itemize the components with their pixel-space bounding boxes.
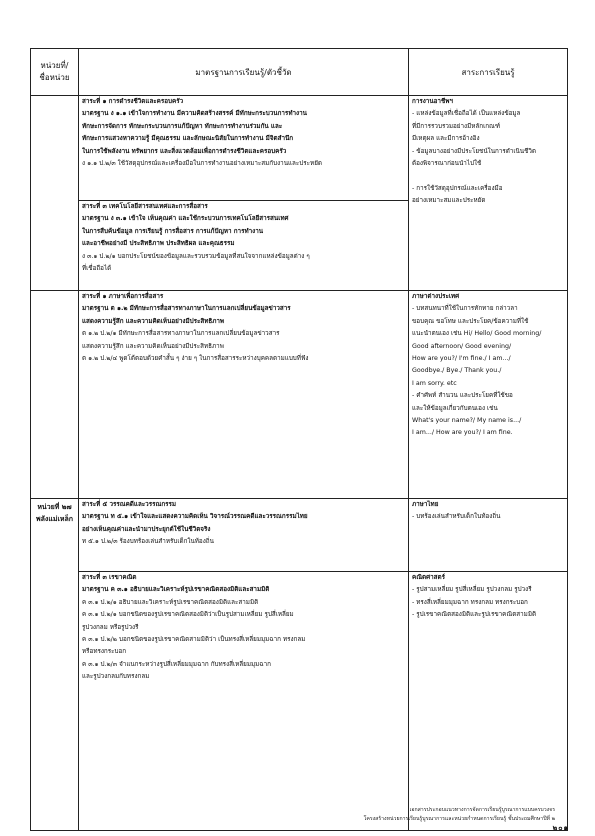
content-line: Goodbye./ Bye./ Thank you./: [412, 367, 502, 375]
content-line: ขอบคุณ ขอโทษ และประโยค/ข้อความที่ใช้: [412, 317, 529, 325]
standard-line: มาตรฐาน ต ๑.๒ มีทักษะการสื่อสารทางภาษาในการแลกเปลี่ยนข้อมูลข่าวสาร: [82, 305, 291, 313]
unit-label: พลังแม่เหล็ก: [36, 515, 73, 523]
content-line: - รูปสามเหลี่ยม รูปสี่เหลี่ยม รูปวงกลม รูปวงรี: [412, 586, 532, 594]
content-line: - ข้อมูลบางอย่างมีประโยชน์ในการดำเนินชีวิต: [412, 147, 537, 155]
standard-line: ต ๑.๒ ป.๒/๑ มีทักษะการสื่อสารทางภาษาในการแลกเปลี่ยนข้อมูลข่าวสาร: [82, 330, 280, 338]
standard-line: สาระที่ ๕ วรรณคดีและวรรณกรรม: [82, 501, 177, 508]
standard-block: [79, 499, 408, 572]
standard-line: ค ๓.๑ ป.๒/๒ บอกชนิดของรูปเรขาคณิตสามมิติว่า เป็นทรงสี่เหลี่ยมมุมฉาก ทรงกลม: [82, 636, 306, 644]
standard-line: ในการใช้พลังงาน ทรัพยากร และสิ่งแวดล้อมเพื่อการดำรงชีวิตและครอบครัว: [82, 147, 287, 155]
page-number: ๒๐๑: [552, 824, 569, 832]
standards-cell: [79, 499, 409, 831]
standard-line: มาตรฐาน ท ๕.๑ เข้าใจและแสดงความคิดเห็น วิจารณ์วรรณคดีและวรรณกรรมไทย: [82, 513, 308, 521]
content-line: อย่างเหมาะสมและประหยัด: [412, 197, 486, 205]
content-line: What's your name?/ My name is.../: [412, 417, 522, 425]
unit-cell: [31, 96, 79, 291]
footer-line2: โครงสร้างหน่วยการเรียนรู้บูรณาการและหน่วยกำหนดการเรียนรู้ ชั้นประถมศึกษาปีที่ ๒: [363, 816, 555, 822]
content-line: - แหล่งข้อมูลที่เชื่อถือได้ เป็นแหล่งข้อมูล: [412, 110, 521, 118]
content-line: - บทร้องเล่นสำหรับเด็กในท้องถิ่น: [412, 513, 501, 521]
standard-line: ง ๓.๑ ป.๒/๑ บอกประโยชน์ของข้อมูลและรวบรวมข้อมูลที่สนใจจากแหล่งข้อมูลต่าง ๆ: [82, 252, 310, 260]
footer-line1: เอกสารประกอบแนวทางการจัดการเรียนรู้บูรณาการแบบครบวงจร: [409, 807, 555, 813]
standard-line: และรูปวงกลมกับทรงกลม: [82, 673, 150, 681]
content-line: และให้ข้อมูลเกี่ยวกับตนเอง เช่น: [412, 404, 498, 412]
header-standards: มาตรฐานการเรียนรู้/ตัวชี้วัด: [79, 49, 409, 96]
unit-cell: [31, 499, 79, 831]
standard-line: สาระที่ ๓ เทคโนโลยีสารสนเทศและการสื่อสาร: [82, 203, 208, 210]
content-line: ภาษาไทย: [412, 501, 439, 508]
content-cell: [409, 291, 568, 499]
content-block: [409, 572, 567, 830]
standard-line: มาตรฐาน ง ๑.๑ เข้าใจการทำงาน มีความคิดสร้างสรรค์ มีทักษะกระบวนการทำงาน: [82, 110, 307, 118]
standard-line: มาตรฐาน ค ๓.๑ อธิบายและวิเคราะห์รูปเรขาคณิตสองมิติและสามมิติ: [82, 586, 270, 594]
standard-block: [79, 572, 408, 830]
standards-cell: [79, 96, 409, 291]
content-line: How are you?/ I'm fine./ I am.../: [412, 355, 511, 363]
table-row: [31, 291, 568, 499]
standard-line: สาระที่ ๓ เรขาคณิต: [82, 574, 137, 581]
content-line: [409, 170, 567, 182]
unit-label: หน่วยที่ ๒๗: [37, 503, 72, 511]
standard-line: อย่างเห็นคุณค่าและนำมาประยุกต์ใช้ในชีวิตจริง: [82, 525, 211, 533]
table-row: [31, 499, 568, 831]
standard-line: ที่เชื่อถือได้: [82, 265, 112, 273]
standard-line: ทักษะการจัดการ ทักษะกระบวนการแก้ปัญหา ทักษะการทำงานร่วมกัน และ: [82, 122, 283, 130]
standard-block: [79, 201, 408, 290]
header-content: สาระการเรียนรู้: [409, 49, 568, 96]
standard-line: มาตรฐาน ง ๓.๑ เข้าใจ เห็นคุณค่า และใช้กระบวนการเทคโนโลยีสารสนเทศ: [82, 215, 289, 223]
standard-line: ในการสืบค้นข้อมูล การเรียนรู้ การสื่อสาร การแก้ปัญหา การทำงาน: [82, 227, 264, 235]
standard-line: ท ๕.๑ ป.๒/๓ ร้องบทร้องเล่นสำหรับเด็กในท้องถิ่น: [82, 538, 214, 546]
content-line: ที่มีการรวบรวมอย่างมีหลักเกณฑ์: [412, 122, 501, 130]
page-footer: [364, 806, 555, 824]
content-line: - การใช้วัสดุอุปกรณ์และเครื่องมือ: [412, 184, 503, 192]
content-line: - คำศัพท์ สำนวน และประโยคที่ใช้ขอ: [412, 392, 513, 400]
content-line: มีเหตุผล และมีการอ้างอิง: [412, 135, 480, 143]
content-cell: [409, 96, 568, 291]
curriculum-table: [30, 48, 568, 831]
content-line: - รูปเรขาคณิตสองมิติและรูปเรขาคณิตสามมิติ: [412, 611, 537, 619]
standard-block: [79, 96, 408, 201]
standard-block: [79, 291, 408, 498]
standard-line: ค ๓.๑ ป.๒/๑ บอกชนิดของรูปเรขาคณิตสองมิติว่าเป็นรูปสามเหลี่ยม รูปสี่เหลี่ยม: [82, 611, 294, 619]
table-header-row: [31, 49, 568, 96]
header-unit-line2: ชื่อหน่วย: [39, 73, 70, 82]
content-line: - บทสนทนาที่ใช้ในการทักทาย กล่าวลา: [412, 305, 518, 313]
unit-cell: [31, 291, 79, 499]
content-line: I am sorry. etc: [412, 379, 457, 387]
content-block: [409, 499, 567, 572]
standard-line: ง ๑.๑ ป.๒/๓ ใช้วัสดุอุปกรณ์และเครื่องมือในการทำงานอย่างเหมาะสมกับงานและประหยัด: [82, 160, 322, 168]
standard-line: ค ๓.๑ ป.๒/๓ จำแนกระหว่างรูปสี่เหลี่ยมมุมฉาก กับทรงสี่เหลี่ยมมุมฉาก: [82, 660, 271, 668]
standard-line: แสดงความรู้สึก และความคิดเห็นอย่างมีประสิทธิภาพ: [82, 342, 224, 350]
header-unit: [31, 49, 79, 96]
curriculum-table-page: [30, 48, 567, 831]
header-unit-line1: หน่วยที่/: [40, 61, 69, 70]
content-line: ต้องพิจารณาก่อนนำไปใช้: [412, 160, 482, 168]
content-line: การงานอาชีพฯ: [412, 98, 453, 105]
table-body: [31, 96, 568, 831]
content-line: คณิตศาสตร์: [412, 574, 445, 581]
standard-line: ทักษะการแสวงหาความรู้ มีคุณธรรม และลักษณะนิสัยในการทำงาน มีจิตสำนึก: [82, 135, 294, 143]
standard-line: สาระที่ ๑ ภาษาเพื่อการสื่อสาร: [82, 293, 164, 300]
content-line: ภาษาต่างประเทศ: [412, 293, 460, 300]
content-line: I am.../ How are you?/ I am fine.: [412, 429, 513, 437]
standard-line: ต ๑.๒ ป.๒/๔ พูดโต้ตอบด้วยคำสั้น ๆ ง่าย ๆ ในการสื่อสารระหว่างบุคคลตามแบบที่ฟัง: [82, 355, 309, 363]
standard-line: และอาชีพอย่างมี ประสิทธิภาพ ประสิทธิผล และคุณธรรม: [82, 240, 235, 248]
standard-line: หรือทรงกระบอก: [82, 648, 127, 656]
standard-line: สาระที่ ๑ การดำรงชีวิตและครอบครัว: [82, 98, 184, 105]
standards-cell: [79, 291, 409, 499]
content-line: Good afternoon/ Good evening/: [412, 342, 512, 350]
table-row: [31, 96, 568, 291]
standard-line: รูปวงกลม หรือรูปวงรี: [82, 623, 139, 631]
standard-line: แสดงความรู้สึก และความคิดเห็นอย่างมีประสิทธิภาพ: [82, 317, 225, 325]
content-line: แนะนำตนเอง เช่น Hi/ Hello/ Good morning/: [412, 330, 542, 338]
content-cell: [409, 499, 568, 831]
standard-line: ค ๓.๑ ป.๒/๑ อธิบายและวิเคราะห์รูปเรขาคณิตสองมิติและสามมิติ: [82, 598, 259, 606]
content-line: - ทรงสี่เหลี่ยมมุมฉาก ทรงกลม ทรงกระบอก: [412, 598, 528, 606]
